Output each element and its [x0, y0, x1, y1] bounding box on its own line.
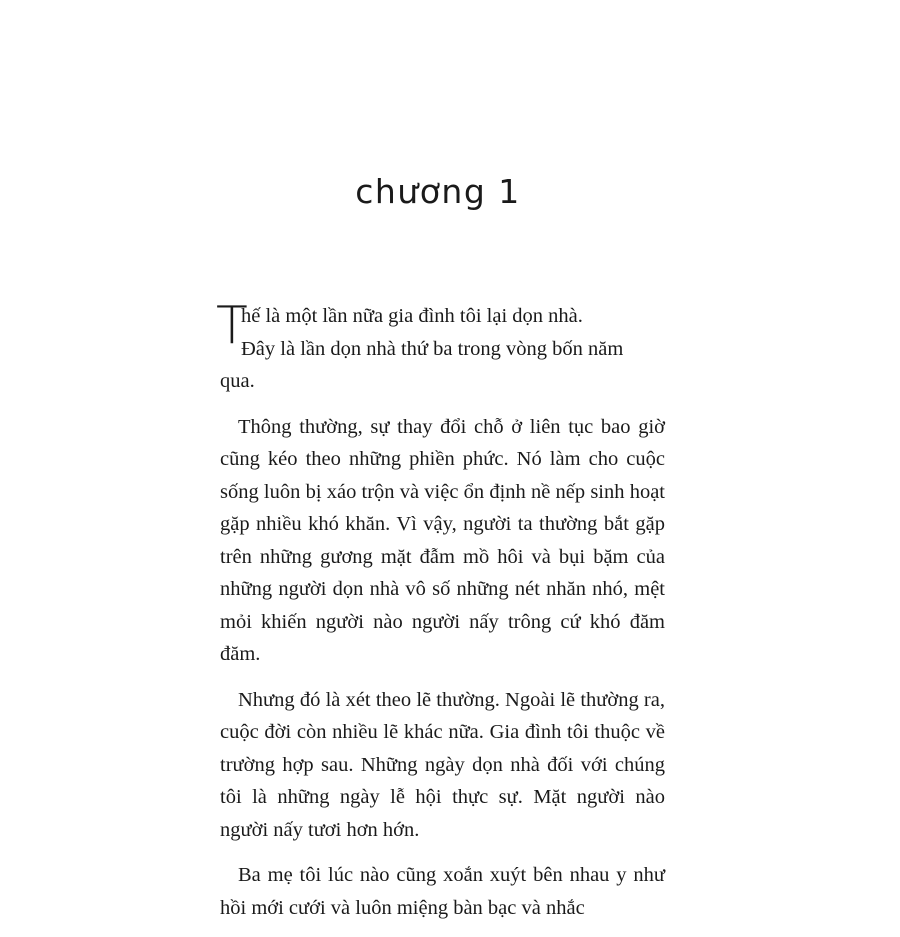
paragraph: Ba mẹ tôi lúc nào cũng xoắn xuýt bên nhau y như hồi mới cưới và luôn miệng bàn bạc và nhắc [220, 864, 665, 919]
chapter-body [216, 296, 665, 937]
paragraph: Thông thường, sự thay đổi chỗ ở liên tục bao giờ cũng kéo theo những phiền phức. Nó làm cho cuộc sống luôn bị xáo trộn và việc ổn định nề nếp sinh hoạt gặp nhiều khó khăn. Vì vậy, người ta thường bắt gặp trên những gương mặt đẫm mồ hôi và bụi bặm của những người dọn nhà vô số những nét nhăn nhó, mệt mỏi khiến người nào người nấy trông cứ khó đăm đăm. [220, 415, 665, 665]
chapter-title: chương 1 [355, 172, 521, 211]
drop-cap: T [216, 296, 248, 356]
paragraph: Nhưng đó là xét theo lẽ thường. Ngoài lẽ thường ra, cuộc đời còn nhiều lẽ khác nữa. Gia đình tôi thuộc về trường hợp sau. Những ngày dọn nhà đối với chúng tôi là những ngày lễ hội thực sự. Mặt người nào người nấy tươi hơn hớn. [220, 688, 665, 841]
opening-second-line-text: Đây là lần dọn nhà thứ ba trong vòng bốn năm [241, 337, 624, 360]
opening-second-line [220, 333, 665, 398]
opening-line-text: hế là một lần nữa gia đình tôi lại dọn nhà. [241, 305, 583, 327]
opening-second-line-cont: qua. [220, 370, 255, 392]
